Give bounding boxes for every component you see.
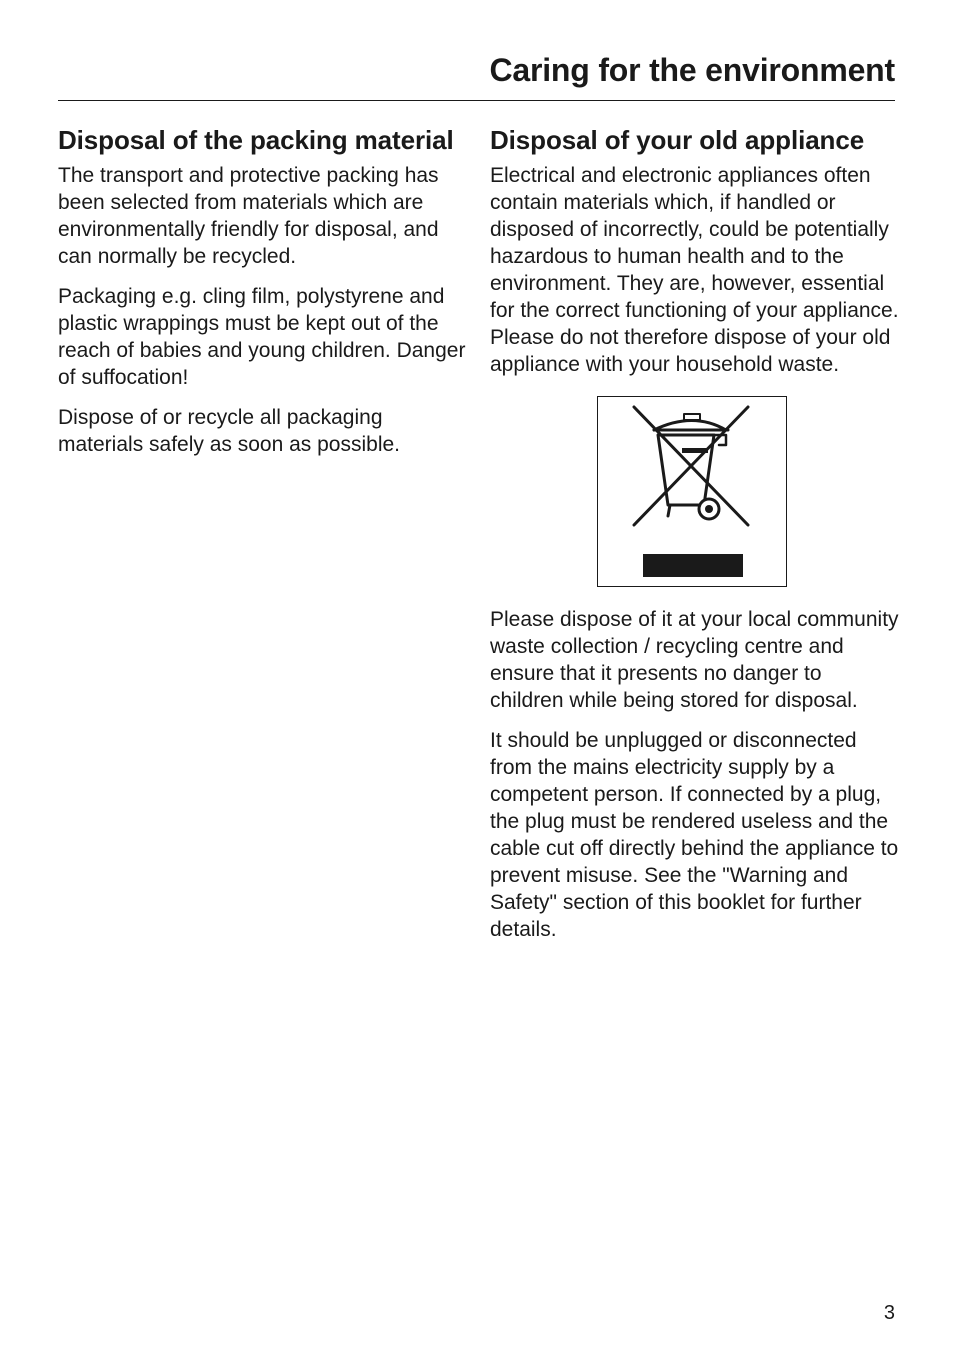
packing-material-heading: Disposal of the packing material <box>58 125 454 155</box>
header-divider <box>58 100 895 101</box>
crossed-out-wheelie-bin-icon <box>598 397 786 585</box>
old-appliance-paragraph: It should be unplugged or disconnected from the mains electricity supply by a competent person. If connected by a plug, the plug must be rendered useless and the cable cut off directly behind the appliance to prevent misuse. See the "Warning and Safety" section of this booklet for further details. <box>490 729 899 941</box>
packing-material-section <box>58 124 468 471</box>
packing-paragraph: Dispose of or recycle all packaging materials safely as soon as possible. <box>58 406 400 456</box>
old-appliance-heading: Disposal of your old appliance <box>490 125 865 155</box>
old-appliance-paragraph: Please dispose of it at your local community waste collection / recycling centre and ensure that it presents no danger to children while being stored for disposal. <box>490 608 899 712</box>
old-appliance-section <box>490 124 900 956</box>
weee-symbol-frame <box>597 396 787 587</box>
page-number: 3 <box>883 1302 895 1324</box>
packing-paragraph: The transport and protective packing has been selected from materials which are environmentally friendly for disposal, and can normally be recycled. <box>58 164 439 268</box>
page-title: Caring for the environment <box>489 52 895 88</box>
packing-paragraph: Packaging e.g. cling film, polystyrene and plastic wrappings must be kept out of the reach of babies and young children. Danger of suffocation! <box>58 285 466 389</box>
old-appliance-paragraph: Electrical and electronic appliances often contain materials which, if handled or disposed of incorrectly, could be potentially hazardous to human health and to the environment. They are, however, essential for the correct functioning of your appliance. Please do not therefore dispose of your old appliance with your household waste. <box>490 164 899 376</box>
